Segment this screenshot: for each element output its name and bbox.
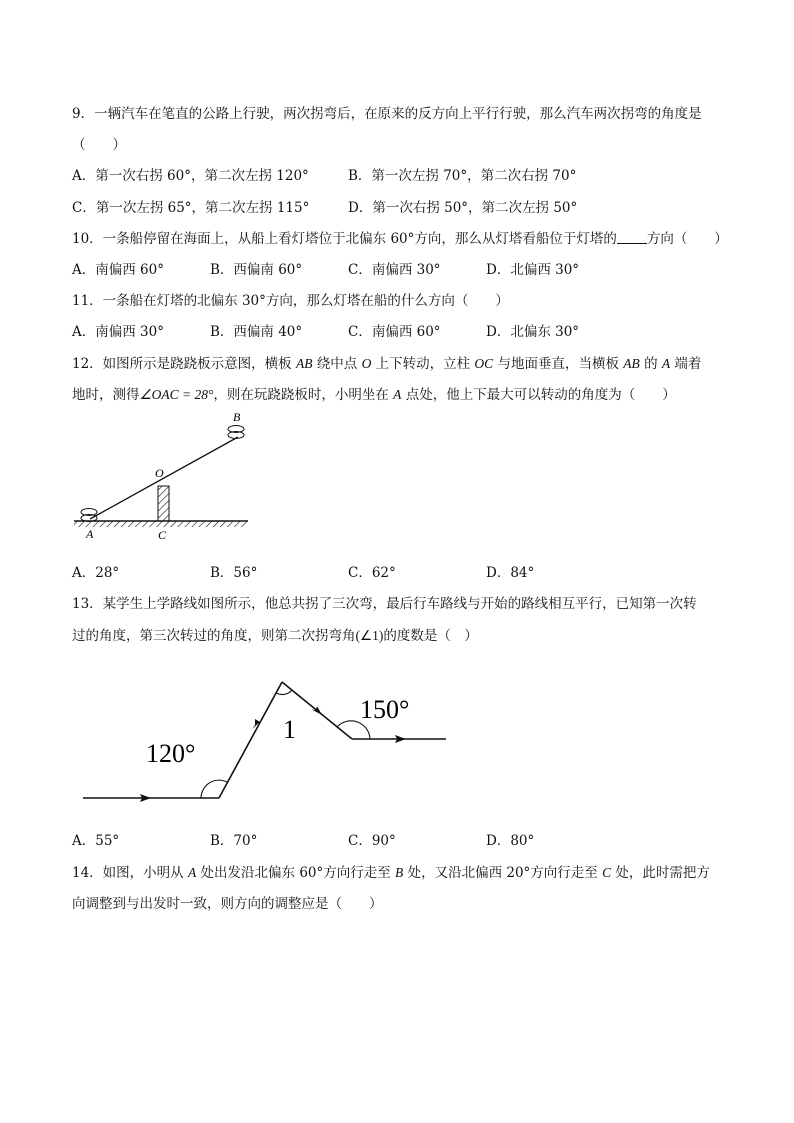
q12-option-b: B．56°	[210, 565, 258, 581]
q9-option-c: C．第一次左拐 65°，第二次左拐 115°	[72, 200, 310, 216]
q11-option-b: B．西偏南 40°	[210, 324, 303, 340]
q13-option-d: D．80°	[486, 833, 535, 849]
angle-label-150: 150°	[360, 695, 410, 724]
q9-option-a: A．第一次右拐 60°，第二次左拐 120°	[72, 168, 309, 184]
q11-option-a: A．南偏西 30°	[72, 324, 164, 340]
q12-line1	[72, 352, 701, 372]
q13-route-figure	[80, 672, 450, 807]
q9-line1: 9．一辆汽车在笔直的公路上行驶，两次拐弯后，在原来的反方向上平行行驶，那么汽车两次拐弯的角度是	[72, 106, 702, 122]
q12-seesaw-figure	[70, 408, 260, 543]
q12-math-ab: AB	[295, 356, 313, 371]
q10-option-a: A．南偏西 60°	[72, 262, 164, 278]
q12-text: 的	[639, 356, 662, 372]
q11-option-c: C．南偏西 60°	[348, 324, 441, 340]
q11-option-d: D．北偏东 30°	[486, 324, 580, 340]
pillar-oc	[158, 486, 169, 521]
q10-text-after: 方向（ ）	[646, 231, 728, 247]
q12-line2	[72, 383, 676, 403]
q10-option-c: C．南偏西 30°	[348, 262, 441, 278]
label-o: O	[155, 466, 164, 480]
q12-math-oc: OC	[474, 356, 494, 371]
q12-option-a: A．28°	[72, 565, 120, 581]
q9-option-d: D．第一次右拐 50°，第二次左拐 50°	[348, 200, 578, 216]
angle-label-1: 1	[283, 715, 296, 744]
q11-line1: 11．一条船在灯塔的北偏东 30°方向，那么灯塔在船的什么方向（ ）	[72, 293, 509, 309]
q12-text: 与地面垂直，当横板	[493, 356, 624, 372]
q13-line2	[72, 624, 478, 644]
q13-option-a: A．55°	[72, 833, 120, 849]
q12-text: 端着	[670, 356, 702, 372]
q12-math-ab: AB	[623, 356, 640, 371]
q10-option-b: B．西偏南 60°	[210, 262, 303, 278]
ground-hatch	[74, 521, 248, 527]
q10-option-d: D．北偏西 30°	[486, 262, 580, 278]
q13-text: 的度数是（ ）	[383, 628, 478, 644]
angle-arc-2	[276, 690, 292, 695]
q13-option-c: C．90°	[348, 833, 396, 849]
q10-line1	[72, 227, 728, 247]
q12-math-o: O	[361, 356, 372, 371]
q12-math-angle: ∠OAC = 28°	[139, 387, 214, 402]
q14-text: 处出发沿北偏东 60°方向行走至	[196, 865, 396, 881]
q12-option-d: D．84°	[486, 565, 535, 581]
q12-math-a: A	[661, 356, 671, 371]
route-segment-2	[219, 682, 282, 798]
q9-option-b: B．第一次左拐 70°，第二次右拐 70°	[348, 168, 577, 184]
angle-label-120: 120°	[146, 739, 196, 768]
q13-line1: 13．某学生上学路线如图所示，他总共拐了三次弯，最后行车路线与开始的路线相互平行，已知第一次转	[72, 596, 697, 612]
q12-text: 上下转动，立柱	[371, 356, 475, 372]
label-a: A	[86, 527, 94, 541]
q12-text: 绕中点	[312, 356, 362, 372]
q12-text: 点处，他上下最大可以转动的角度为（ ）	[401, 387, 676, 403]
q13-option-b: B．70°	[210, 833, 258, 849]
q13-text: 过的角度，第三次转过的角度，则第二次拐弯角	[72, 628, 356, 644]
q9-line2: （ ）	[72, 137, 126, 153]
q12-option-c: C．62°	[348, 565, 396, 581]
q10-answer-blank	[617, 231, 647, 244]
q12-text: 12．如图所示是跷跷板示意图，横板	[72, 356, 296, 372]
q13-math-angle: (∠1)	[355, 628, 384, 643]
q14-text: 处，又沿北偏西 20°方向行走至	[403, 865, 603, 881]
label-b: B	[233, 410, 241, 424]
q14-math-b: B	[395, 865, 404, 880]
q14-text: 处，此时需把方	[611, 865, 710, 881]
q12-text: ，则在玩跷跷板时，小明坐在	[213, 387, 394, 403]
q12-text: 地时，测得	[72, 387, 140, 403]
q14-line2: 向调整到与出发时一致，则方向的调整应是（ ）	[72, 896, 383, 912]
q10-text-before: 10．一条船停留在海面上，从船上看灯塔位于北偏东 60°方向，那么从灯塔看船位于灯塔的	[72, 231, 617, 247]
q14-text: 14．如图，小明从	[72, 865, 188, 881]
q14-line1	[72, 861, 710, 881]
q12-math-a: A	[393, 387, 402, 402]
q14-math-a: A	[187, 865, 197, 880]
label-c: C	[158, 528, 167, 542]
q14-math-c: C	[602, 865, 612, 880]
